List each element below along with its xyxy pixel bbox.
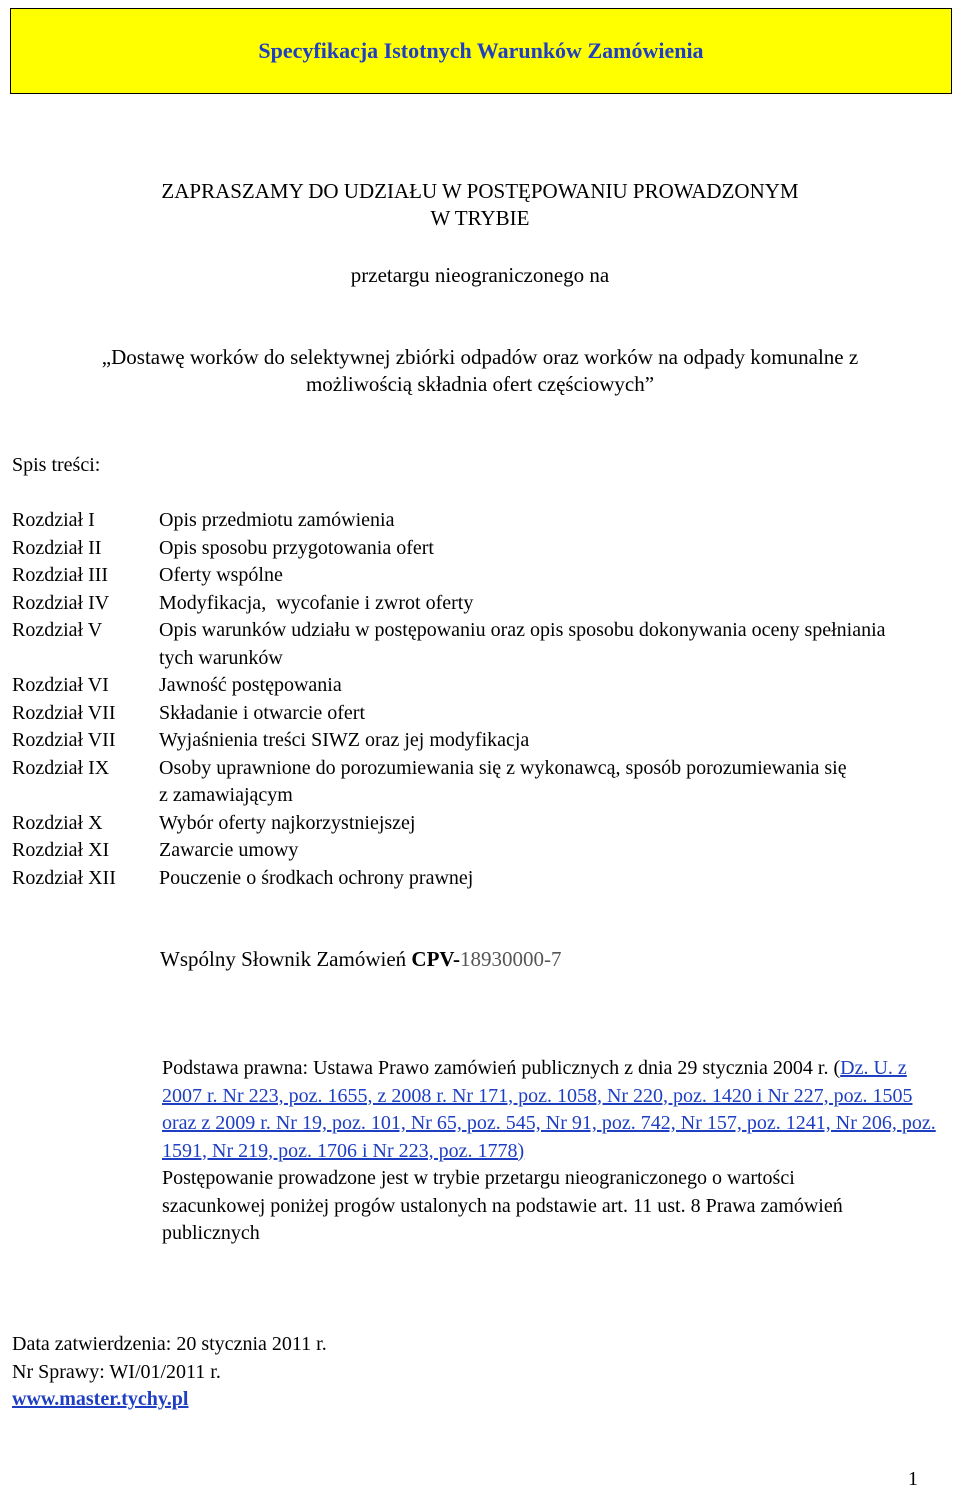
toc-item: [12, 535, 942, 563]
legal-basis-link[interactable]: Dz. U. z 2007 r. Nr 223, poz. 1655, z 2008 r. Nr 171, poz. 1058, Nr 220, poz. 1420 i Nr 227, poz. 1505 oraz z 2009 r. Nr 19, poz. 101, Nr 65, poz. 545, Nr 91, poz. 742, Nr 157, poz. 1241, Nr 206, poz. 1591, Nr 219, poz. 1706 i Nr 223, poz. 1778): [162, 1057, 936, 1162]
invitation-line-1: ZAPRASZAMY DO UDZIAŁU W POSTĘPOWANIU PROWADZONYM: [161, 179, 799, 203]
toc-item-title: Składanie i otwarcie ofert: [159, 701, 366, 724]
footer-block: [12, 1331, 327, 1414]
toc-item-title: Zawarcie umowy: [159, 839, 299, 861]
toc-item-title: Jawność postępowania: [159, 674, 342, 696]
toc-item-title: Opis sposobu przygotowania ofert: [159, 536, 434, 559]
toc-item-title: Modyfikacja, wycofanie i zwrot oferty: [159, 591, 474, 614]
toc-item-title: Wybór oferty najkorzystniejszej: [159, 811, 416, 834]
order-subject-line-1: „Dostawę worków do selektywnej zbiórki odpadów oraz worków na odpady komunalne z: [101, 345, 859, 369]
legal-basis-text: Podstawa prawna: Ustawa Prawo zamówień publicznych z dnia 29 stycznia 2004 r. (: [162, 1057, 841, 1079]
toc-item-number: Rozdział IX: [12, 756, 110, 779]
toc-item-title: Osoby uprawnione do porozumiewania się z wykonawcą, sposób porozumiewania się z zamawiającym: [159, 756, 847, 806]
toc-item: [12, 507, 942, 535]
cpv-label: Wspólny Słownik Zamówień: [160, 947, 412, 971]
website-link[interactable]: www.master.tychy.pl: [12, 1388, 189, 1410]
toc-item: [12, 755, 942, 810]
table-of-contents: [12, 507, 942, 892]
cpv-prefix: CPV-: [411, 947, 460, 971]
cpv-code-line: [160, 947, 562, 972]
toc-item: [12, 865, 942, 893]
invitation-line-2: W TRYBIE: [430, 206, 530, 230]
toc-item: [12, 562, 942, 590]
page-number: 1: [908, 1468, 918, 1490]
procedure-type: przetargu nieograniczonego na: [350, 263, 610, 287]
procedure-description: Postępowanie prowadzone jest w trybie przetargu nieograniczonego o wartości szacunkowej poniżej progów ustalonych na podstawie art. 11 ust. 8 Prawa zamówień publicznych: [162, 1167, 843, 1244]
approval-date: Data zatwierdzenia: 20 stycznia 2011 r.: [12, 1333, 327, 1355]
toc-item: [12, 617, 942, 672]
toc-item-number: Rozdział I: [12, 509, 95, 531]
toc-item-number: Rozdział VI: [12, 674, 109, 696]
toc-item-number: Rozdział II: [12, 536, 102, 559]
toc-item-number: Rozdział V: [12, 619, 103, 641]
toc-item: [12, 672, 942, 700]
legal-basis-block: [162, 1055, 947, 1248]
toc-item: [12, 700, 942, 728]
toc-item: [12, 590, 942, 618]
case-number: Nr Sprawy: WI/01/2011 r.: [12, 1360, 221, 1383]
toc-item: [12, 837, 942, 865]
invitation-block: [0, 178, 960, 232]
toc-item-title: Wyjaśnienia treści SIWZ oraz jej modyfikacja: [159, 729, 530, 751]
toc-item: [12, 810, 942, 838]
order-subject: [0, 344, 960, 398]
toc-item-number: Rozdział VII: [12, 701, 116, 724]
toc-item-title: Opis przedmiotu zamówienia: [159, 509, 395, 531]
toc-heading: Spis treści:: [12, 454, 101, 476]
order-subject-line-2: możliwością składnia ofert częściowych”: [305, 372, 655, 396]
toc-item-number: Rozdział X: [12, 811, 103, 834]
toc-item-number: Rozdział VII: [12, 729, 116, 751]
toc-item-number: Rozdział IV: [12, 591, 110, 614]
document-title: Specyfikacja Istotnych Warunków Zamówienia: [258, 38, 704, 63]
toc-item-number: Rozdział XI: [12, 839, 110, 861]
toc-item-title: Oferty wspólne: [159, 564, 283, 586]
toc-item-number: Rozdział III: [12, 564, 109, 586]
cpv-code: 18930000-7: [460, 947, 562, 971]
toc-item-title: Opis warunków udziału w postępowaniu oraz opis sposobu dokonywania oceny spełniania tych warunków: [159, 619, 886, 669]
toc-item-number: Rozdział XII: [12, 866, 116, 889]
title-banner: [10, 8, 952, 94]
toc-item-title: Pouczenie o środkach ochrony prawnej: [159, 866, 474, 889]
toc-item: [12, 727, 942, 755]
